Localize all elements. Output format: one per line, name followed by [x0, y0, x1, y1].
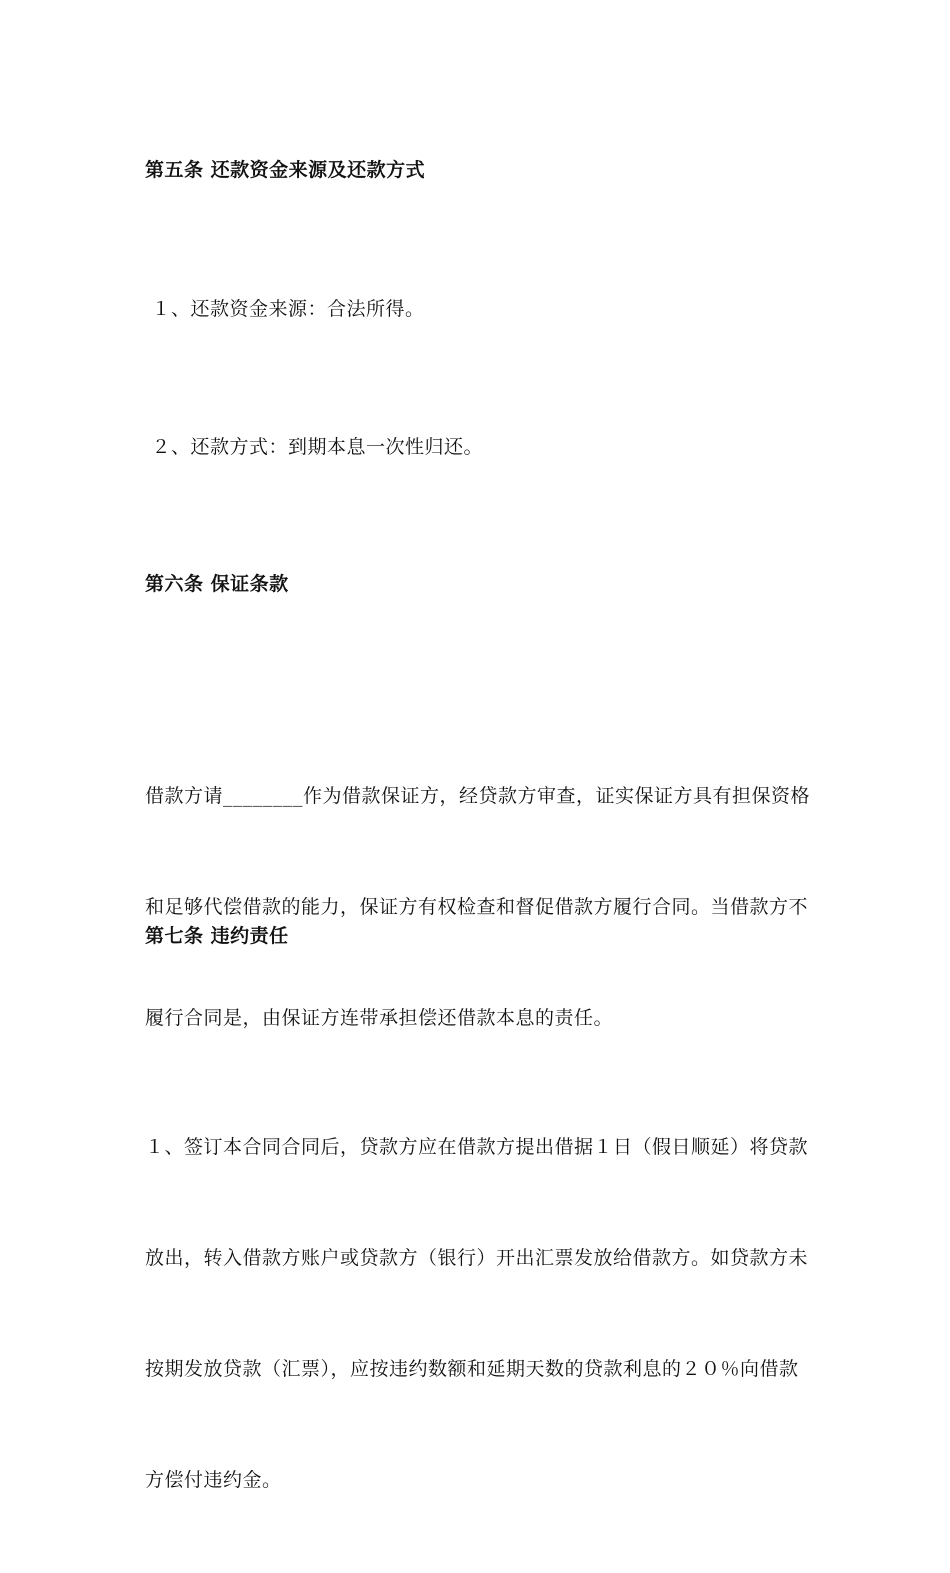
article-7-item-1-line: 按期发放贷款（汇票），应按违约数额和延期天数的贷款利息的２０％向借款 — [145, 1358, 799, 1380]
article-7-item-1-line: 方偿付违约金。 — [145, 1469, 282, 1491]
article-5-item-1: １、还款资金来源：合法所得。 — [145, 298, 425, 320]
article-6-line: 和足够代偿借款的能力，保证方有权检查和督促借款方履行合同。当借款方不 — [145, 896, 809, 918]
article-6-paragraph — [145, 704, 811, 1111]
article-6-heading: 第六条 保证条款 — [145, 573, 289, 595]
article-5-item-2: ２、还款方式：到期本息一次性归还。 — [145, 436, 484, 458]
article-7-item-1-line: 放出，转入借款方账户或贷款方（银行）开出汇票发放给借款方。如贷款方未 — [145, 1247, 809, 1269]
article-5-heading: 第五条 还款资金来源及还款方式 — [145, 159, 426, 181]
article-6-line: 借款方请________作为借款保证方，经贷款方审查，证实保证方具有担保资格 — [145, 785, 811, 807]
article-7-heading: 第七条 违约责任 — [145, 925, 289, 947]
article-7-item-1 — [145, 1055, 809, 1573]
article-7-item-1-line: １、签订本合同合同后，贷款方应在借款方提出借据１日（假日顺延）将贷款 — [145, 1136, 809, 1158]
article-6-line: 履行合同是，由保证方连带承担偿还借款本息的责任。 — [145, 1007, 614, 1029]
